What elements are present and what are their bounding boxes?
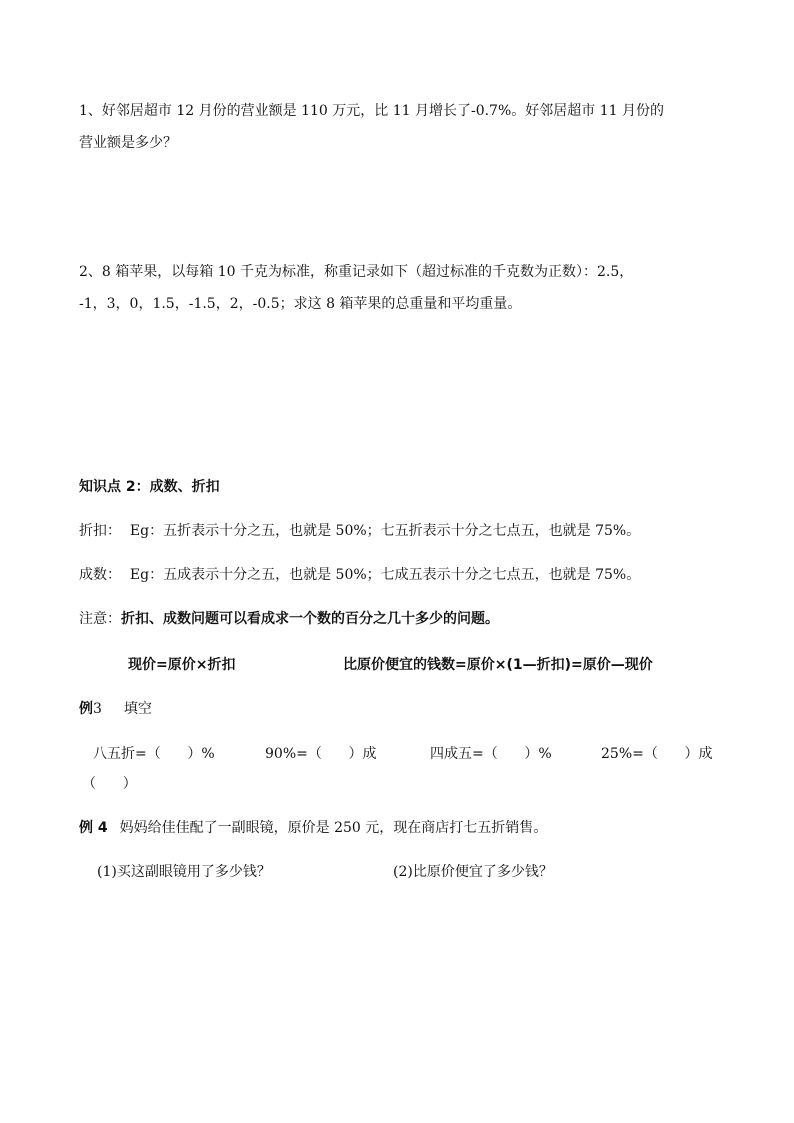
- blank-item-wrap: （ ）: [82, 776, 137, 792]
- note-label: 注意：: [79, 611, 121, 627]
- example-3-title: 填空: [123, 701, 152, 717]
- formula-savings: 比原价便宜的钱数=原价×(1—折扣)=原价—现价: [343, 657, 653, 673]
- note-text: 折扣、成数问题可以看成求一个数的百分之几十多少的问题。: [121, 611, 499, 627]
- formula-current-price: 现价=原价×折扣: [128, 657, 236, 673]
- example-3-heading: [79, 699, 152, 719]
- blank-item: 90%=（ ）成: [265, 746, 377, 762]
- problem-2-line-2: -1，3，0，1.5，-1.5，2，-0.5；求这 8 箱苹果的总重量和平均重量。: [79, 296, 522, 312]
- knowledge-heading: 知识点 2：成数、折扣: [79, 479, 220, 495]
- example-4-text: 妈妈给佳佳配了一副眼镜，原价是 250 元，现在商店打七五折销售。: [119, 820, 548, 836]
- example-3-number: 3: [93, 701, 102, 717]
- problem-1-line-2: 营业额是多少？: [79, 135, 177, 151]
- discount-definition: 折扣： Eg：五折表示十分之五，也就是 50%；七五折表示十分之七点五，也就是 75%。: [79, 523, 641, 539]
- chengshu-definition: 成数： Eg：五成表示十分之五，也就是 50%；七成五表示十分之七点五，也就是 75%。: [79, 567, 641, 583]
- blank-item: 八五折=（ ）%: [93, 746, 215, 762]
- example-4-line: [79, 818, 547, 838]
- blank-item: 25%=（ ）成: [601, 746, 713, 762]
- example-4-question-1: (1)买这副眼镜用了多少钱？: [97, 864, 271, 880]
- example-3-label: 例: [79, 701, 93, 717]
- note-line: [79, 609, 499, 629]
- problem-1-line-1: 1、好邻居超市 12 月份的营业额是 110 万元，比 11 月增长了-0.7%。好邻居超市 11 月份的: [79, 103, 664, 119]
- example-4-label: 例 4: [79, 820, 108, 836]
- example-4-question-2: (2)比原价便宜了多少钱？: [393, 864, 553, 880]
- problem-2-line-1: 2、8 箱苹果，以每箱 10 千克为标准，称重记录如下（超过标准的千克数为正数）：2.5，: [79, 264, 634, 280]
- blank-item: 四成五=（ ）%: [430, 746, 552, 762]
